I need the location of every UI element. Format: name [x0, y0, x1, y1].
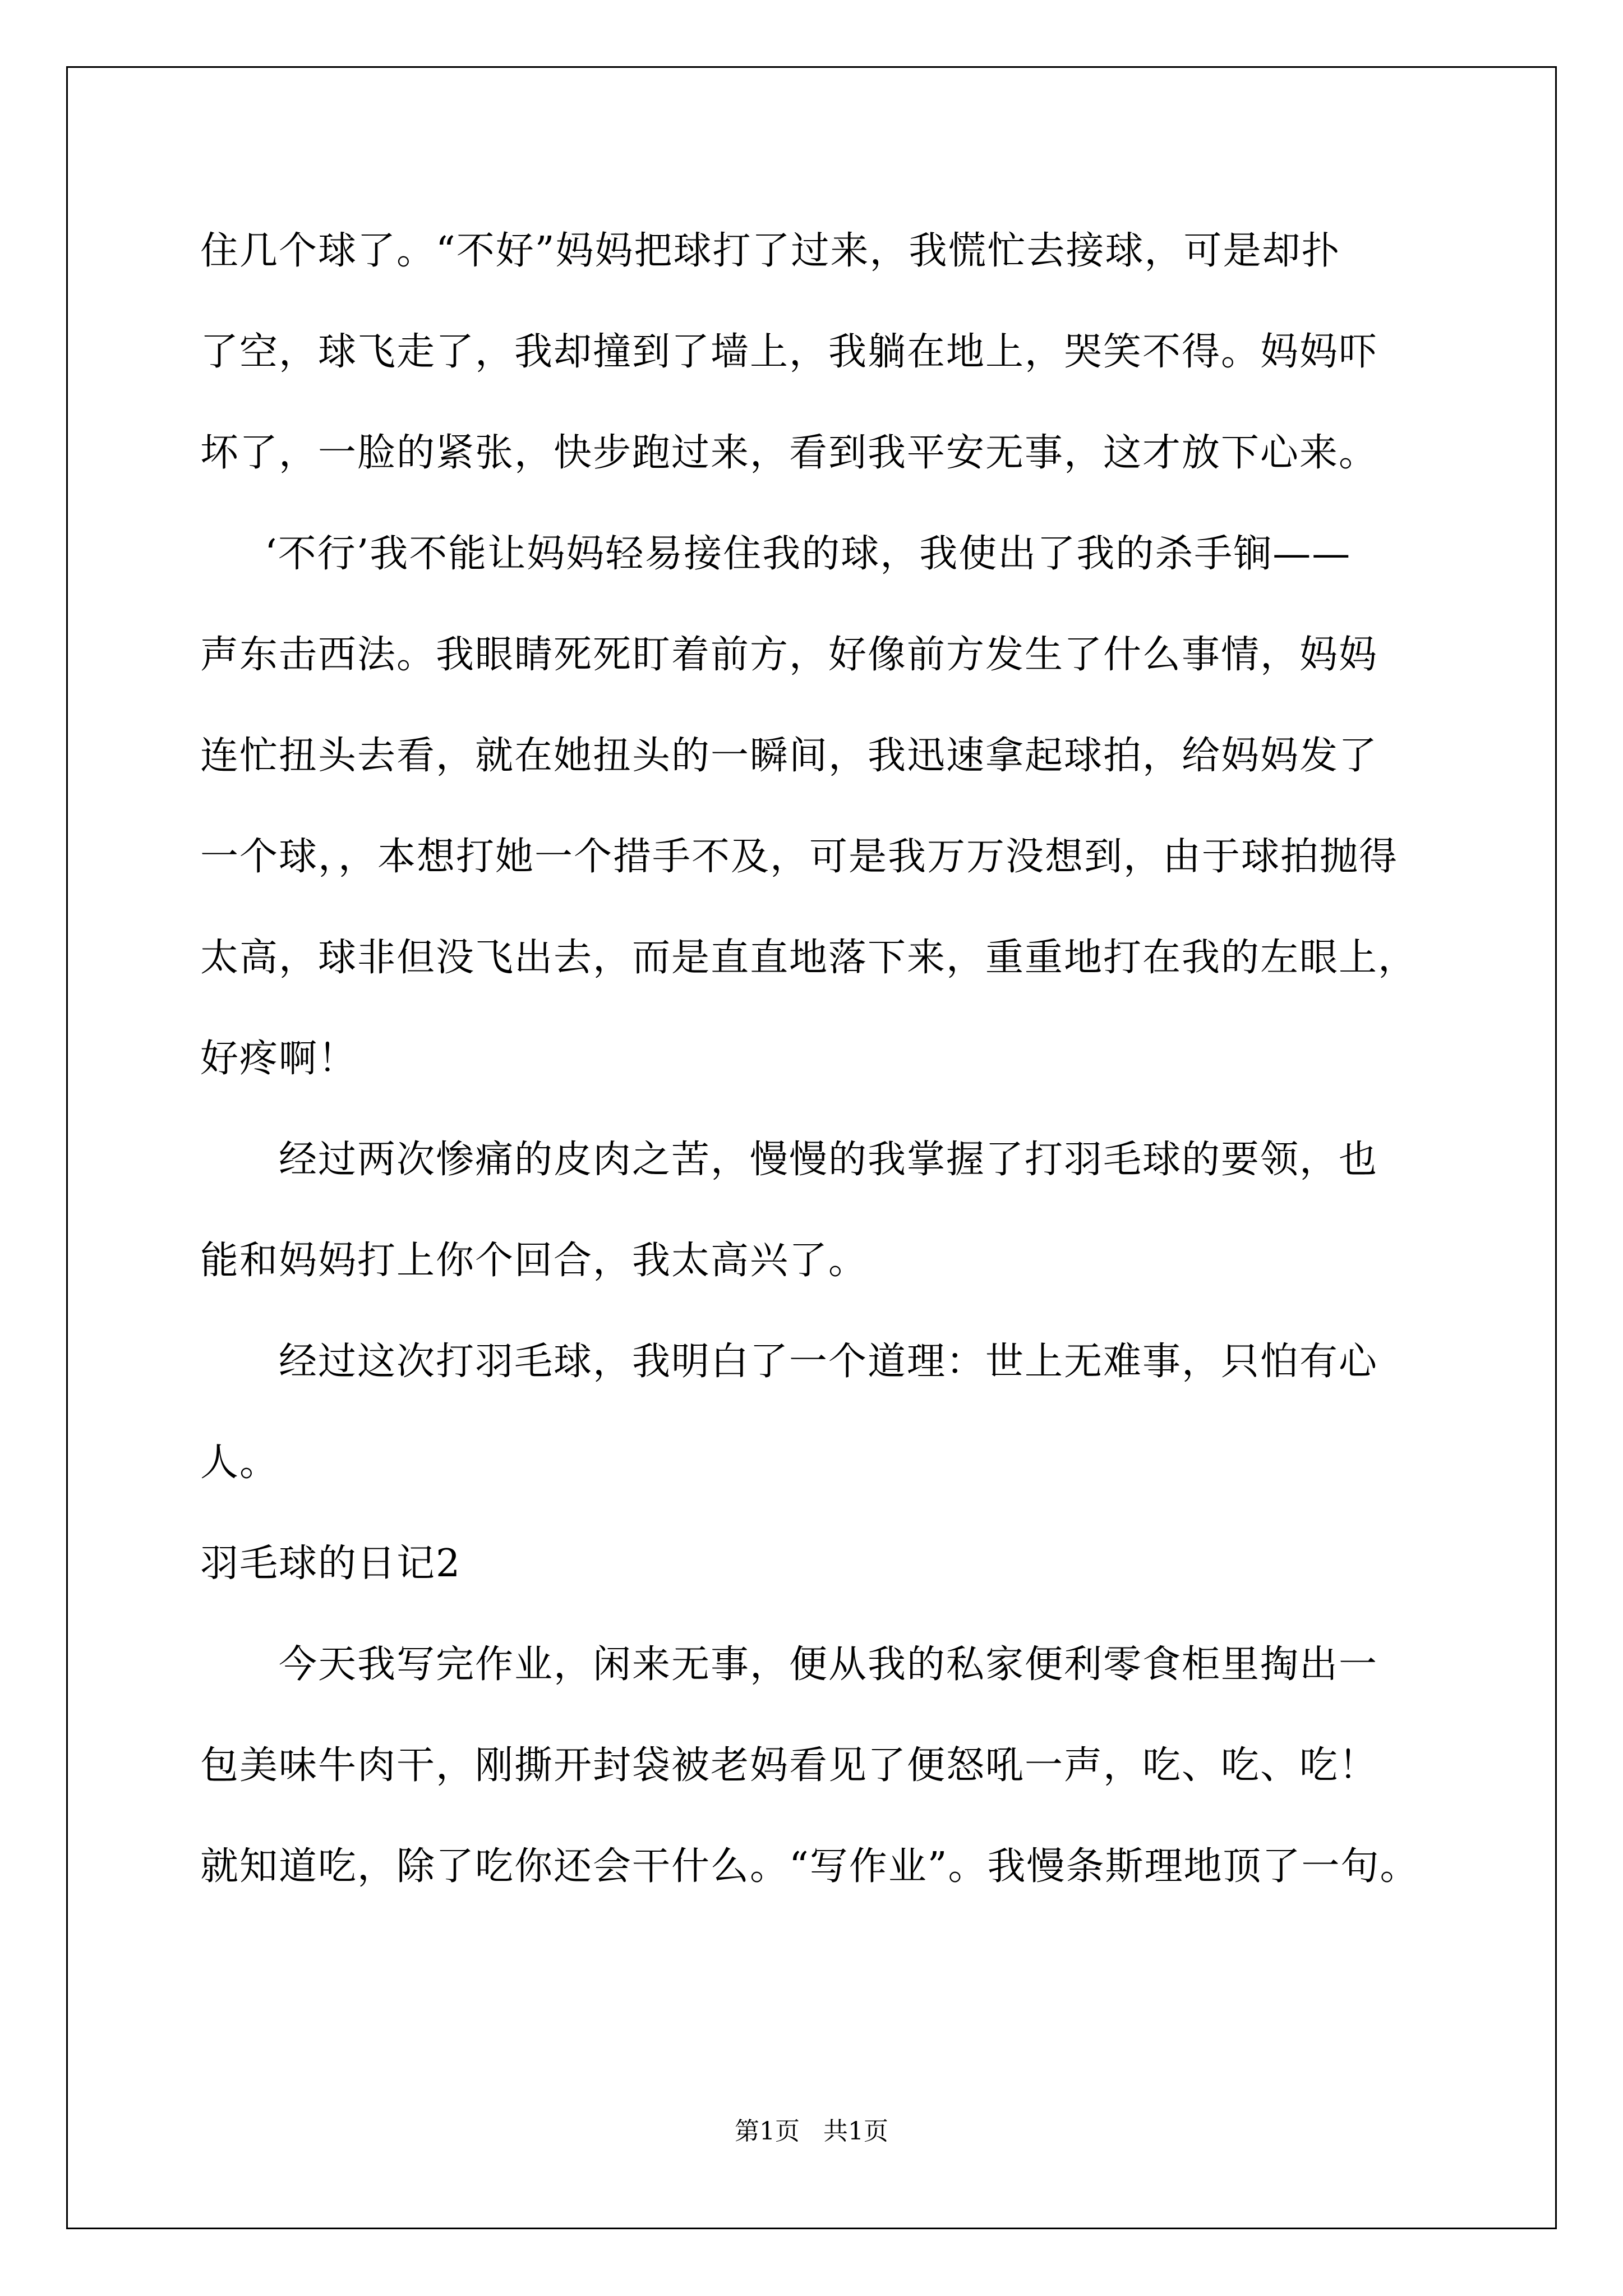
text-line: 了空，球飞走了，我却撞到了墙上，我躺在地上，哭笑不得。妈妈吓	[200, 330, 1378, 374]
text-line: 连忙扭头去看，就在她扭头的一瞬间，我迅速拿起球拍，给妈妈发了	[200, 734, 1378, 778]
text-line: 经过两次惨痛的皮肉之苦，慢慢的我掌握了打羽毛球的要领，也	[279, 1138, 1378, 1182]
section-heading: 羽毛球的日记2	[200, 1542, 462, 1586]
text-line: 就知道吃，除了吃你还会干什么。“写作业”。我慢条斯理地顶了一句。	[200, 1844, 1419, 1889]
text-line: 人。	[200, 1441, 279, 1485]
text-line: ‘不行’我不能让妈妈轻易接住我的球，我使出了我的杀手锏——	[265, 532, 1352, 576]
text-line: 经过这次打羽毛球，我明白了一个道理：世上无难事，只怕有心	[279, 1340, 1378, 1384]
text-line: 包美味牛肉干，刚撕开封袋被老妈看见了便怒吼一声，吃、吃、吃！	[200, 1743, 1378, 1788]
text-line: 坏了，一脸的紧张，快步跑过来，看到我平安无事，这才放下心来。	[200, 431, 1378, 475]
page-footer: 第1页 共1页	[735, 2117, 888, 2146]
text-line: 能和妈妈打上你个回合，我太高兴了。	[200, 1239, 868, 1283]
text-line: 今天我写完作业，闲来无事，便从我的私家便利零食柜里掏出一	[279, 1642, 1378, 1687]
text-line: 声东击西法。我眼睛死死盯着前方，好像前方发生了什么事情，妈妈	[200, 633, 1378, 677]
text-line: 住几个球了。“不好”妈妈把球打了过来，我慌忙去接球，可是却扑	[200, 229, 1341, 273]
text-line: 好疼啊！	[200, 1037, 358, 1081]
text-line: 一个球，，本想打她一个措手不及，可是我万万没想到，由于球拍抛得	[200, 835, 1399, 879]
text-line: 太高，球非但没飞出去，而是直直地落下来，重重地打在我的左眼上，	[200, 936, 1418, 980]
